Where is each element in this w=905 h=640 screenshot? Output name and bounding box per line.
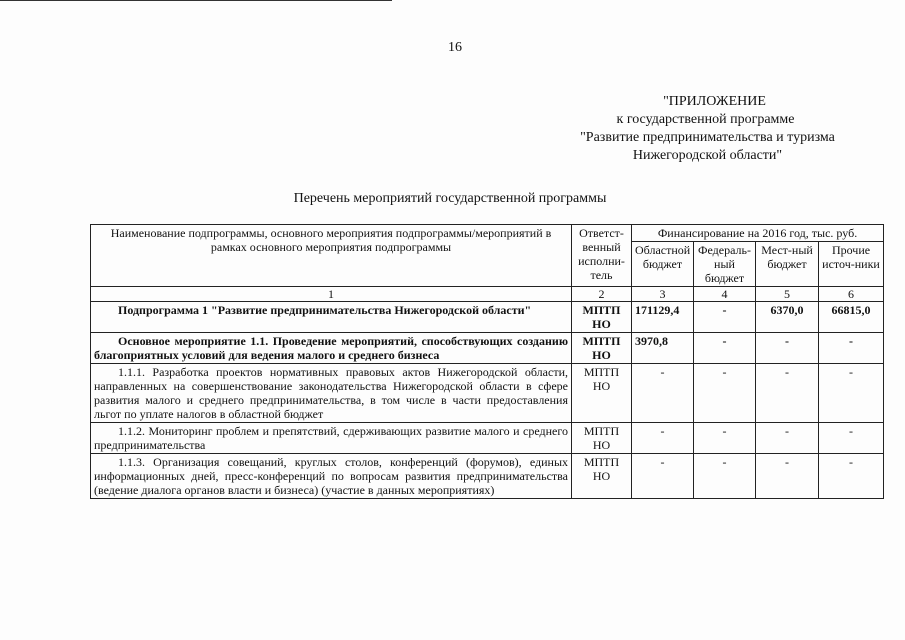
column-number: 1 bbox=[91, 287, 572, 302]
column-number: 5 bbox=[756, 287, 819, 302]
table-row bbox=[91, 302, 884, 333]
row-local: 6370,0 bbox=[756, 302, 819, 333]
row-other: 66815,0 bbox=[819, 302, 884, 333]
row-regional: - bbox=[632, 364, 694, 423]
row-executor: МПТП НО bbox=[572, 302, 632, 333]
row-name: 1.1.2. Мониторинг проблем и препятствий, сдерживающих развитие малого и среднего предпринимательства bbox=[91, 423, 572, 454]
appendix-line-1: к государственной программе bbox=[616, 112, 795, 127]
header-local-budget: Мест-ный бюджет bbox=[756, 242, 819, 287]
header-other-sources: Прочие источ-ники bbox=[819, 242, 884, 287]
list-title: Перечень мероприятий государственной программы bbox=[293, 191, 607, 206]
row-regional: 3970,8 bbox=[632, 333, 694, 364]
row-name: 1.1.3. Организация совещаний, круглых столов, конференций (форумов), единых информационных дней, пресс-конференций по вопросам развития предпринимательства (ведение диалога органов власти и бизнеса) (участие в данных мероприятиях) bbox=[91, 454, 572, 499]
row-federal: - bbox=[694, 333, 756, 364]
header-name: Наименование подпрограммы, основного мероприятия подпрограммы/мероприятий в рамках основного мероприятия подпрограммы bbox=[91, 225, 572, 287]
header-financing: Финансирование на 2016 год, тыс. руб. bbox=[632, 225, 884, 242]
row-other: - bbox=[819, 333, 884, 364]
row-federal: - bbox=[694, 454, 756, 499]
row-other: - bbox=[819, 454, 884, 499]
row-executor: МПТП НО bbox=[572, 454, 632, 499]
appendix-line-3: Нижегородской области" bbox=[632, 148, 783, 163]
header-executor: Ответст-венный исполни-тель bbox=[572, 225, 632, 287]
header-regional-budget: Областной бюджет bbox=[632, 242, 694, 287]
row-other: - bbox=[819, 364, 884, 423]
row-regional: - bbox=[632, 423, 694, 454]
row-regional: - bbox=[632, 454, 694, 499]
column-number: 4 bbox=[694, 287, 756, 302]
row-federal: - bbox=[694, 423, 756, 454]
row-executor: МПТП НО bbox=[572, 423, 632, 454]
top-rule bbox=[0, 0, 392, 1]
row-federal: - bbox=[694, 302, 756, 333]
appendix-title: "ПРИЛОЖЕНИЕ bbox=[663, 94, 766, 109]
row-federal: - bbox=[694, 364, 756, 423]
table-row bbox=[91, 333, 884, 364]
row-local: - bbox=[756, 333, 819, 364]
row-local: - bbox=[756, 454, 819, 499]
header-federal-budget: Федераль-ный бюджет bbox=[694, 242, 756, 287]
column-number: 2 bbox=[572, 287, 632, 302]
row-executor: МПТП НО bbox=[572, 333, 632, 364]
row-local: - bbox=[756, 423, 819, 454]
row-regional: 171129,4 bbox=[632, 302, 694, 333]
table-row bbox=[91, 364, 884, 423]
row-name: Основное мероприятие 1.1. Проведение мероприятий, способствующих созданию благоприятных условий для ведения малого и среднего бизнеса bbox=[91, 333, 572, 364]
header-row-1 bbox=[91, 225, 884, 242]
row-name: Подпрограмма 1 "Развитие предпринимательства Нижегородской области" bbox=[91, 302, 572, 333]
row-other: - bbox=[819, 423, 884, 454]
column-number-row bbox=[91, 287, 884, 302]
column-number: 3 bbox=[632, 287, 694, 302]
table-row bbox=[91, 454, 884, 499]
measures-table bbox=[90, 224, 884, 499]
row-local: - bbox=[756, 364, 819, 423]
page-number: 16 bbox=[448, 40, 462, 55]
column-number: 6 bbox=[819, 287, 884, 302]
appendix-line-2: "Развитие предпринимательства и туризма bbox=[580, 130, 835, 145]
row-executor: МПТП НО bbox=[572, 364, 632, 423]
appendix-block bbox=[520, 93, 895, 165]
row-name: 1.1.1. Разработка проектов нормативных правовых актов Нижегородской области, направленных на совершенствование законодательства Нижегородской области в сфере развития малого и среднего предпринимательства, в том числе в части предоставления льгот по уплате налогов в областной бюджет bbox=[91, 364, 572, 423]
table-row bbox=[91, 423, 884, 454]
